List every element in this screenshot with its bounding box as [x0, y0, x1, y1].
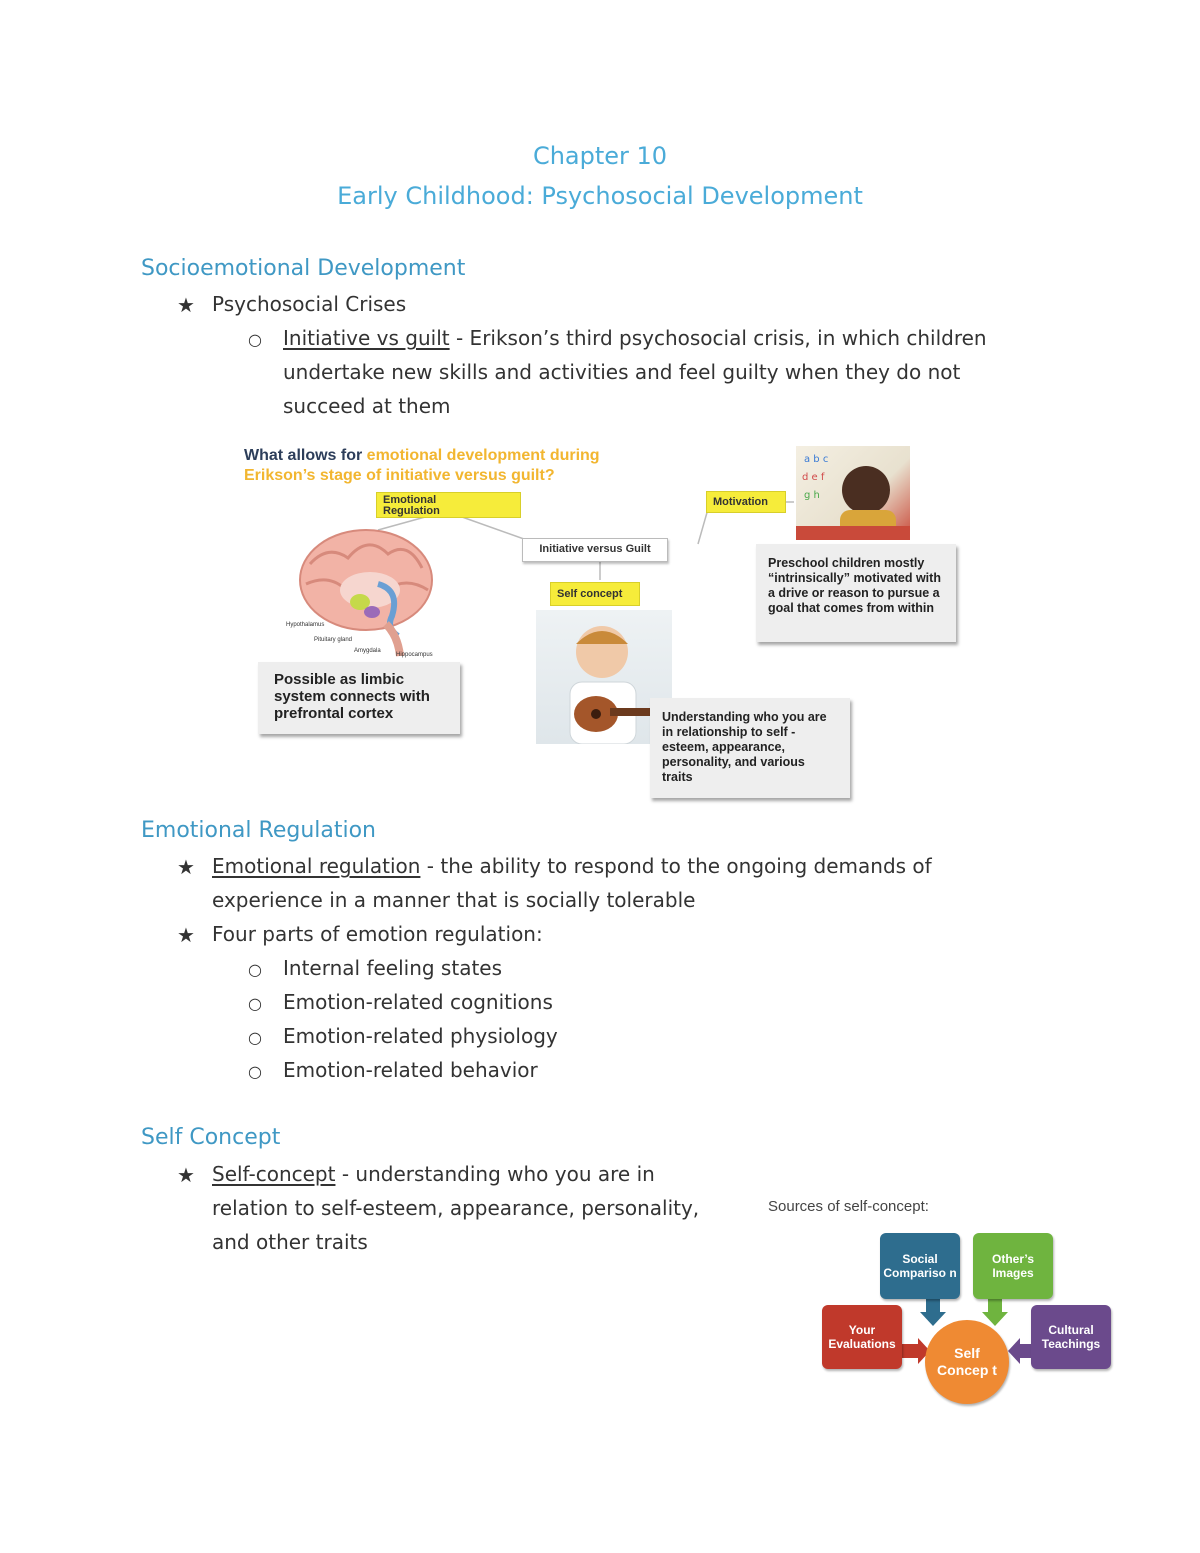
list-item-emotion-part: Internal feeling states — [283, 956, 503, 980]
svg-text:a b c: a b c — [804, 454, 829, 465]
node-social-comparison: Social Compariso n — [880, 1233, 960, 1299]
question-highlight: Erikson’s stage of initiative versus guilt? — [244, 467, 555, 484]
label-initiative-vs-guilt: Initiative versus Guilt — [522, 538, 668, 562]
definition-line: succeed at them — [283, 394, 451, 418]
label-emotional-regulation — [376, 492, 521, 518]
circle-bullet-icon: ○ — [248, 1028, 262, 1047]
box-self-understanding: Understanding who you are in relationship to self -esteem, appearance, personality, and various traits — [650, 698, 850, 798]
list-item-emotion-part: Emotion-related behavior — [283, 1058, 538, 1082]
brain-label: Pituitary gland — [314, 637, 353, 643]
section-heading-emotional-regulation: Emotional Regulation — [141, 818, 376, 843]
child-thinking-illustration — [796, 446, 910, 540]
circle-bullet-icon: ○ — [248, 994, 262, 1013]
bullet-psychosocial-crises: Psychosocial Crises — [212, 292, 407, 316]
brain-label: Amygdala — [354, 648, 381, 654]
label-text: Regulation — [383, 505, 440, 517]
figure-caption-sources: Sources of self-concept: — [768, 1198, 929, 1215]
star-bullet-icon: ★ — [177, 923, 195, 947]
svg-text:g h: g h — [804, 490, 820, 501]
section-heading-self-concept: Self Concept — [141, 1125, 281, 1150]
term-self-concept: Self-concept — [212, 1162, 336, 1186]
node-self-concept: Self Concep t — [925, 1320, 1009, 1404]
definition-emotional-regulation — [212, 854, 932, 878]
label-self-concept: Self concept — [550, 582, 640, 606]
definition-line: relation to self-esteem, appearance, personality, — [212, 1196, 700, 1220]
node-your-evaluations: Your Evaluations — [822, 1305, 902, 1369]
brain-illustration — [288, 524, 448, 664]
question-highlight: emotional development during — [366, 447, 600, 464]
brain-label: Hippocampus — [396, 652, 433, 658]
circle-bullet-icon: ○ — [248, 330, 262, 349]
circle-bullet-icon: ○ — [248, 1062, 262, 1081]
node-cultural-teachings: Cultural Teachings — [1031, 1305, 1111, 1369]
list-item-emotion-part: Emotion-related physiology — [283, 1024, 558, 1048]
star-bullet-icon: ★ — [177, 855, 195, 879]
definition-text: - the ability to respond to the ongoing demands of — [420, 854, 932, 878]
node-others-images: Other’s Images — [973, 1233, 1053, 1299]
list-item-emotion-part: Emotion-related cognitions — [283, 990, 553, 1014]
star-bullet-icon: ★ — [177, 293, 195, 317]
definition-line: experience in a manner that is socially tolerable — [212, 888, 696, 912]
term-initiative-vs-guilt: Initiative vs guilt — [283, 326, 450, 350]
definition-line: undertake new skills and activities and feel guilty when they do not — [283, 360, 961, 384]
label-text: Emotional — [383, 494, 437, 506]
chapter-title: Chapter 10 — [532, 142, 668, 170]
label-motivation: Motivation — [706, 491, 786, 513]
definition-text: - Erikson’s third psychosocial crisis, in which children — [449, 326, 987, 350]
circle-bullet-icon: ○ — [248, 960, 262, 979]
definition-text: - understanding who you are in — [335, 1162, 655, 1186]
box-limbic-system: Possible as limbic system connects with prefrontal cortex — [258, 662, 460, 734]
bullet-four-parts: Four parts of emotion regulation: — [212, 922, 543, 946]
definition-line: and other traits — [212, 1230, 368, 1254]
term-emotional-regulation: Emotional regulation — [212, 854, 421, 878]
figure-question — [244, 446, 704, 486]
box-intrinsic-motivation: Preschool children mostly “intrinsically” motivated with a drive or reason to pursue a goal that comes from within — [756, 544, 956, 642]
initiative-vs-guilt-figure — [238, 440, 958, 805]
child-thinking-photo — [796, 446, 910, 540]
star-bullet-icon: ★ — [177, 1163, 195, 1187]
page-title: Early Childhood: Psychosocial Development — [337, 182, 863, 210]
brain-label: Hypothalamus — [286, 622, 325, 628]
definition-initiative — [283, 326, 987, 350]
section-heading-socioemotional: Socioemotional Development — [141, 256, 466, 281]
question-prefix: What allows for — [244, 447, 367, 464]
definition-self-concept — [212, 1162, 655, 1186]
svg-text:d e f: d e f — [802, 472, 825, 483]
